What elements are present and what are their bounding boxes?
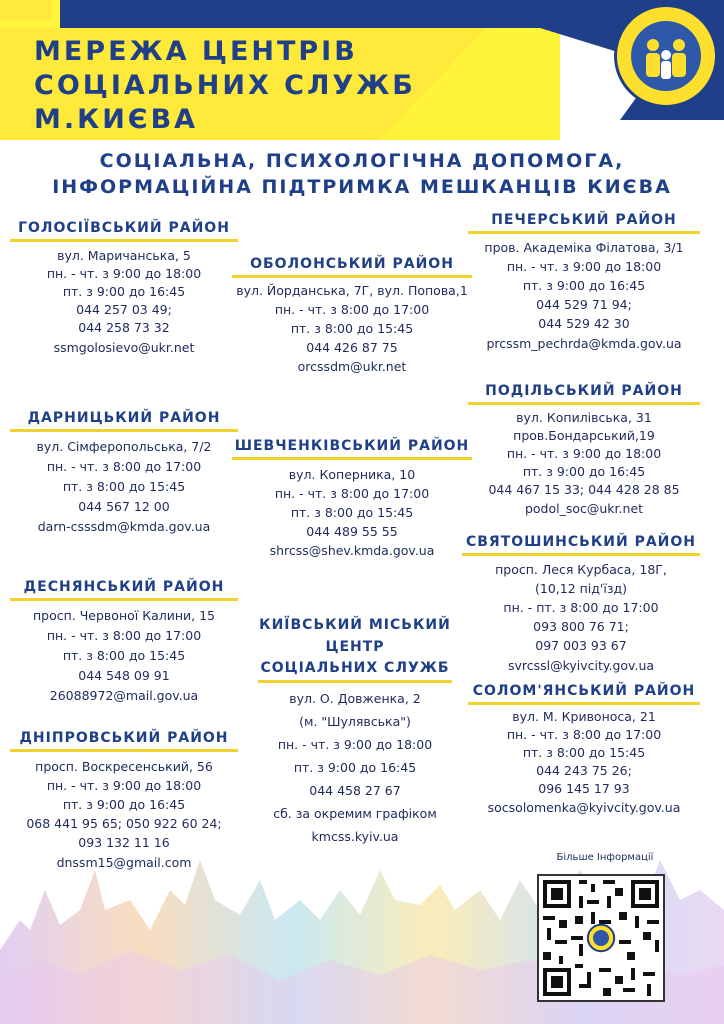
district-holosiivskyi [10,220,238,359]
subtitle-line-1: СОЦІАЛЬНА, ПСИХОЛОГІЧНА ДОПОМОГА, [99,150,625,172]
saturday-hours: сб. за окремим графіком [273,806,437,821]
hours: пн. - пт. з 8:00 до 17:00 [503,600,659,615]
district-pecherskyi [468,212,700,354]
title-underline [468,402,700,405]
kyiv-city-center [240,614,470,848]
email[interactable]: svrcssl@kyivcity.gov.ua [507,658,655,673]
email[interactable]: orcssdm@ukr.net [297,359,407,374]
page-title-line-1: МЕРЕЖА ЦЕНТРІВ [34,36,358,67]
metro: (м. "Шулявська") [299,714,411,729]
hours: пн. - чт. з 8:00 до 17:00 [274,486,430,501]
page-title-line-2: СОЦІАЛЬНИХ СЛУЖБ [34,70,416,101]
title-underline [10,429,238,432]
qr-code-icon [539,876,663,1000]
district-desnianskyi [10,579,238,706]
phone: 044 458 27 67 [309,783,401,798]
title-underline [10,239,238,242]
title-underline [462,553,700,556]
phone: 044 567 12 00 [78,499,170,514]
phone: 044 467 15 33; 044 428 28 85 [488,482,680,497]
phone: 044 489 55 55 [306,524,398,539]
address: вул. Маричанська, 5 [57,248,191,263]
center-title-line-1: КИЇВСЬКИЙ МІСЬКИЙ ЦЕНТР [259,617,451,655]
website[interactable]: kmcss.kyiv.ua [311,829,399,844]
phone: 096 145 17 93 [538,781,630,796]
district-title: ПОДІЛЬСЬКИЙ РАЙОН [485,383,683,399]
email[interactable]: dnssm15@gmail.com [56,855,192,870]
hours: пн. - чт. з 9:00 до 18:00 [506,259,662,274]
phone: 044 426 87 75 [306,340,398,355]
district-solomianskyi [468,683,700,818]
email[interactable]: ssmgolosievo@ukr.net [53,340,195,355]
email[interactable]: 26088972@mail.gov.ua [49,688,199,703]
phone: 044 257 03 49; [76,302,172,317]
email[interactable]: prcssm_pechrda@kmda.gov.ua [486,336,682,351]
address: вул. Копилівська, 31 [516,410,652,425]
hours: пт. з 8:00 до 15:45 [62,479,186,494]
hours: пн. - чт. з 9:00 до 18:00 [46,778,202,793]
phone: 093 800 76 71; [533,619,629,634]
address: просп. Леся Курбаса, 18Г, [495,562,667,577]
hours: пн. - чт. з 9:00 до 18:00 [46,266,202,281]
district-dniprovskyi [10,730,238,874]
hours: пт. з 9:00 до 16:45 [522,464,646,479]
address: вул. М. Кривоноса, 21 [512,709,656,724]
district-podilskyi [468,383,700,519]
hours: пт. з 8:00 до 15:45 [522,745,646,760]
address: вул. О. Довженка, 2 [289,691,421,706]
phone: 097 003 93 67 [535,638,627,653]
phone: 044 529 42 30 [538,316,630,331]
title-underline [232,457,472,460]
hours: пт. з 9:00 до 16:45 [62,797,186,812]
email[interactable]: shrcss@shev.kmda.gov.ua [269,543,435,558]
address: вул. Йорданська, 7Г, вул. Попова,1 [236,283,468,298]
hours: пт. з 9:00 до 16:45 [522,278,646,293]
address: просп. Воскресенський, 56 [35,759,213,774]
phone: 044 548 09 91 [78,668,170,683]
district-title: ШЕВЧЕНКІВСЬКИЙ РАЙОН [234,438,470,454]
hours: пн. - чт. з 8:00 до 17:00 [274,302,430,317]
title-underline [232,275,472,278]
family-icon [631,21,701,91]
address: пров. Академіка Філатова, 3/1 [484,240,684,255]
district-title: ОБОЛОНСЬКИЙ РАЙОН [250,256,454,272]
hours: пт. з 9:00 до 16:45 [62,284,186,299]
hours: пт. з 8:00 до 15:45 [290,505,414,520]
subtitle-line-2: ІНФОРМАЦІЙНА ПІДТРИМКА МЕШКАНЦІВ КИЄВА [52,176,672,198]
district-sviatoshynskyi [462,534,700,676]
address: просп. Червоної Калини, 15 [32,608,216,623]
phone: 044 529 71 94; [536,297,632,312]
organization-logo [614,4,718,108]
district-title: ПЕЧЕРСЬКИЙ РАЙОН [491,212,677,228]
title-underline [10,749,238,752]
district-obolonskyi [232,256,472,376]
email[interactable]: socsolomenka@kyivcity.gov.ua [487,800,681,815]
address: вул. Коперника, 10 [288,467,416,482]
qr-code[interactable] [537,874,665,1002]
email[interactable]: darn-csssdm@kmda.gov.ua [37,519,211,534]
title-underline [10,598,238,601]
phone: 068 441 95 65; 050 922 60 24; [26,816,222,831]
title-underline [468,231,700,234]
hours: пт. з 8:00 до 15:45 [290,321,414,336]
hours: пн. - чт. з 8:00 до 17:00 [46,459,202,474]
phone: 093 132 11 16 [78,835,170,850]
district-title: ГОЛОСІЇВСЬКИЙ РАЙОН [18,220,230,236]
email[interactable]: podol_soc@ukr.net [524,501,644,516]
phone: 044 243 75 26; [536,763,632,778]
district-title: ДАРНИЦЬКИЙ РАЙОН [27,410,221,426]
title-underline [468,702,700,705]
more-info-label: Більше Інформації [556,852,654,863]
hours: пн. - чт. з 8:00 до 17:00 [506,727,662,742]
district-title: СВЯТОШИНСЬКИЙ РАЙОН [465,534,697,550]
page-title-line-3: М.КИЄВА [34,104,199,135]
phone: 044 258 73 32 [78,320,170,335]
hours: пт. з 9:00 до 16:45 [293,760,417,775]
hours: пн. - чт. з 9:00 до 18:00 [277,737,433,752]
district-title: ДЕСНЯНСЬКИЙ РАЙОН [23,579,225,595]
district-title: СОЛОМ'ЯНСЬКИЙ РАЙОН [472,683,696,699]
district-darnytskyi [10,410,238,537]
hours: пн. - чт. з 9:00 до 18:00 [506,446,662,461]
entrance: (10,12 під'їзд) [535,581,627,596]
district-shevchenkivskyi [232,438,472,560]
header-corner [0,0,52,20]
title-underline [258,680,452,683]
address: пров.Бондарський,19 [513,428,655,443]
address: вул. Сімферопольська, 7/2 [36,439,212,454]
district-title: ДНІПРОВСЬКИЙ РАЙОН [19,730,229,746]
hours: пн. - чт. з 8:00 до 17:00 [46,628,202,643]
center-title-line-2: СОЦІАЛЬНИХ СЛУЖБ [260,660,450,676]
hours: пт. з 8:00 до 15:45 [62,648,186,663]
